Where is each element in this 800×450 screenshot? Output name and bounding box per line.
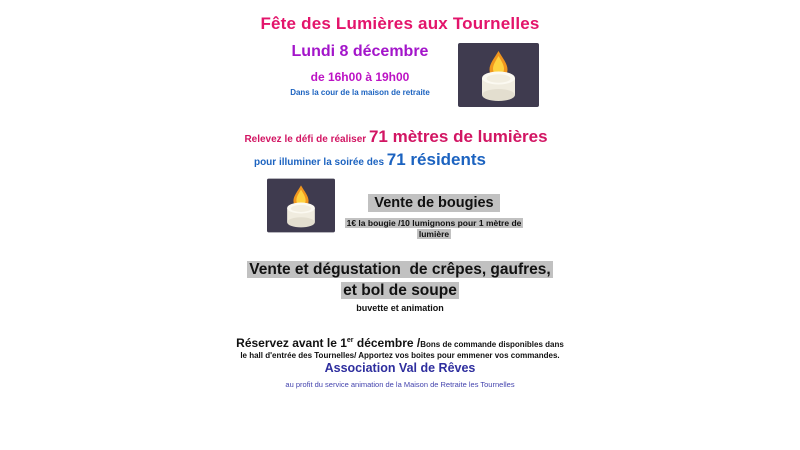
residents-highlight: 71 résidents [386, 150, 487, 169]
tealight-candle-icon [267, 174, 335, 237]
association-name: Association Val de Rêves [324, 361, 476, 375]
tealight-candle-image-top [458, 43, 539, 107]
event-time: de 16h00 à 19h00 [310, 70, 410, 84]
challenge-line [0, 127, 792, 147]
sale-prices [334, 218, 534, 240]
candle-sale-section [334, 194, 534, 240]
tealight-candle-image-middle [267, 174, 335, 237]
sale-heading: Vente de bougies [368, 194, 499, 212]
order-superscript: er [346, 337, 354, 344]
event-location: Dans la cour de la maison de retraite [290, 88, 430, 97]
tealight-candle-icon [458, 43, 539, 107]
food-line2: et bol de soupe [343, 282, 457, 299]
residents-line [0, 150, 740, 170]
sale-price-line1: 1€ la bougie /10 lumignons pour 1 mètre de [346, 218, 522, 228]
food-section [0, 259, 800, 301]
order-line1 [0, 334, 800, 352]
buvette-note: buvette et animation [356, 303, 444, 313]
order-big-prefix: Réservez avant le 1 [236, 336, 347, 350]
order-big-text [236, 336, 420, 350]
challenge-prefix: Relevez le défi de réaliser [244, 134, 369, 145]
challenge-highlight: 71 mètres de lumières [368, 127, 548, 146]
order-small-inline: Bons de commande disponibles dans [420, 340, 564, 349]
footer-note: au profit du service animation de la Maison de Retraite les Tournelles [285, 380, 515, 389]
food-line1: Vente et dégustation de crêpes, gaufres, [249, 261, 551, 278]
order-line2: le hall d'entrée des Tournelles/ Apportez vos boites pour emmener vos commandes. [240, 351, 560, 360]
page-title: Fête des Lumières aux Tournelles [260, 14, 540, 33]
event-date: Lundi 8 décembre [291, 43, 429, 60]
sale-price-line2: lumière [418, 229, 450, 239]
residents-prefix: pour illuminer la soirée des [253, 157, 387, 168]
order-big-suffix: décembre / [353, 336, 421, 350]
